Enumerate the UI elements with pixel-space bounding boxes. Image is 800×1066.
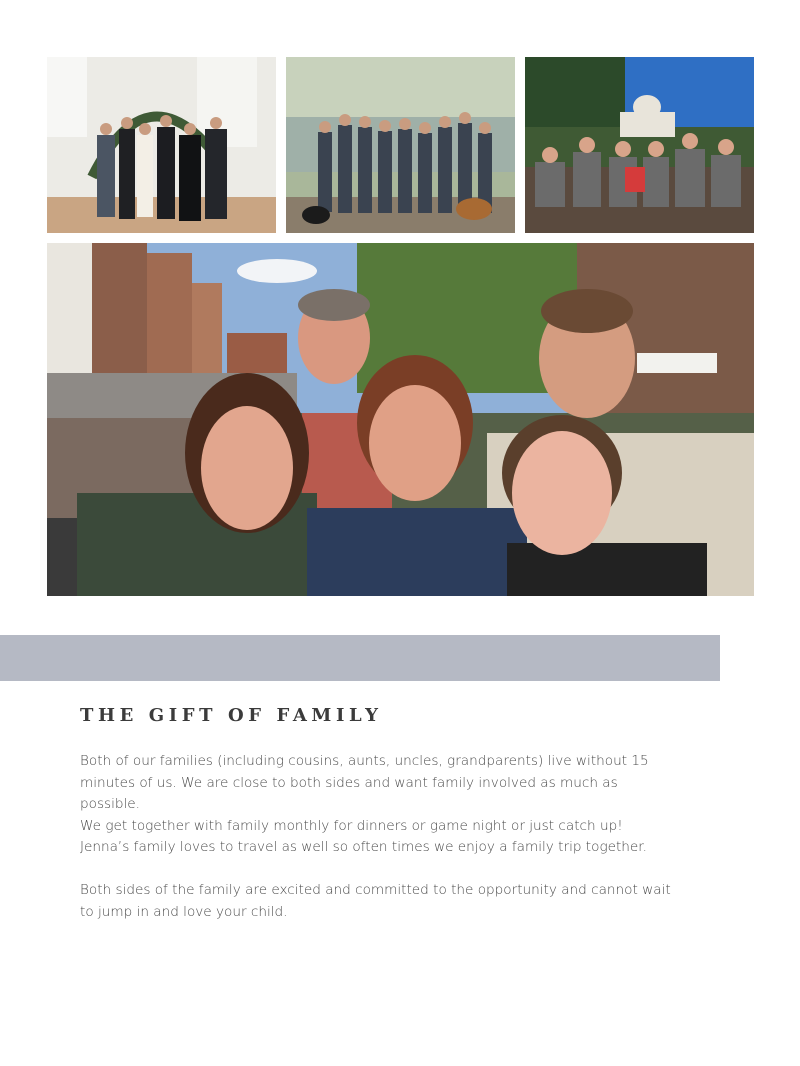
paragraph-spacer: [80, 859, 680, 881]
section-body: [80, 751, 680, 923]
body-paragraph: Both of our families (including cousins, aunts, uncles, grandparents) live without 15 minutes of us. We are close to both sides and want family involved as much as possible.: [80, 753, 649, 812]
wedding-group-photo: [47, 57, 276, 233]
body-paragraph: Jenna’s family loves to travel as well so often times we enjoy a family trip together.: [80, 839, 647, 855]
body-paragraph: Both sides of the family are excited and committed to the opportunity and cannot wait to jump in and love your child.: [80, 882, 671, 920]
body-paragraph: We get together with family monthly for dinners or game night or just catch up!: [80, 817, 623, 834]
capitol-group-photo: [525, 57, 754, 233]
section-divider-band: [0, 635, 720, 681]
family-lake-group-photo: [286, 57, 515, 233]
section-heading: THE GIFT OF FAMILY: [80, 705, 383, 726]
canal-selfie-photo: [47, 243, 754, 596]
